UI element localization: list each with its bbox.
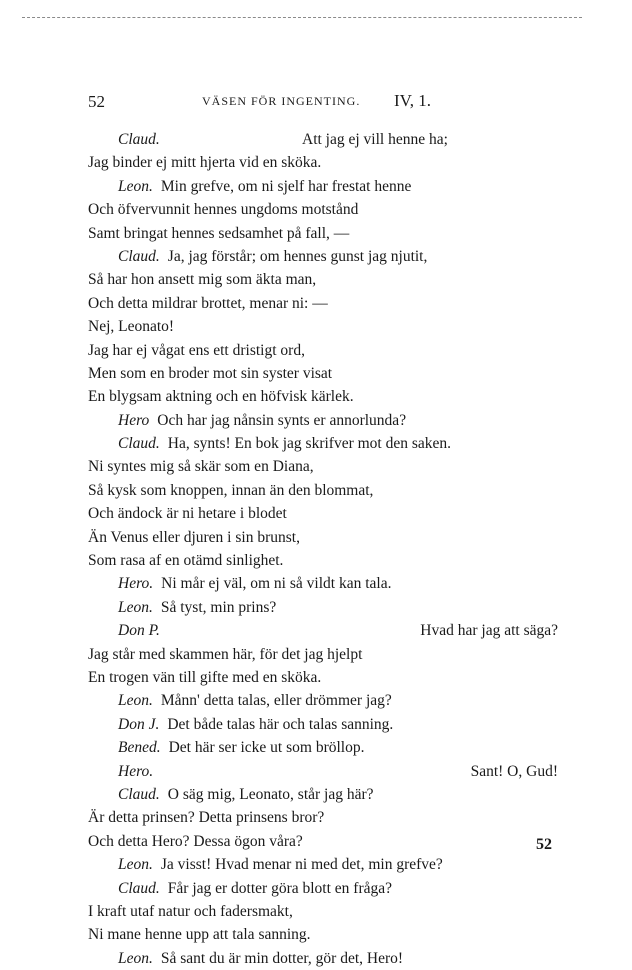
verse-line bbox=[88, 175, 558, 198]
line-text: Och öfvervunnit hennes ungdoms motstånd bbox=[88, 201, 359, 219]
verse-line bbox=[88, 479, 558, 502]
line-text: Jag står med skammen här, för det jag hjelpt bbox=[88, 645, 363, 663]
line-text: Men som en broder mot sin syster visat bbox=[88, 364, 333, 382]
verse-line bbox=[88, 643, 558, 666]
speaker-name: Leon. bbox=[118, 692, 153, 710]
speaker-name: Claud. bbox=[118, 785, 160, 803]
verse-line bbox=[88, 877, 558, 900]
line-text: En blygsam aktning och en höfvisk kärlek. bbox=[88, 388, 354, 406]
line-text: Så sant du är min dotter, gör det, Hero! bbox=[160, 949, 404, 967]
verse-line bbox=[88, 666, 558, 689]
line-text: Jag har ej vågat ens ett dristigt ord, bbox=[88, 341, 305, 359]
line-text: Nej, Leonato! bbox=[88, 318, 175, 336]
verse-line bbox=[88, 432, 558, 455]
line-text: Än Venus eller djuren i sin brunst, bbox=[88, 528, 300, 546]
line-text: Sant! O, Gud! bbox=[470, 762, 558, 780]
verse-line bbox=[88, 549, 558, 572]
verse-line bbox=[88, 292, 558, 315]
line-text: Hvad har jag att säga? bbox=[420, 622, 558, 640]
speaker-name: Don P. bbox=[118, 622, 160, 640]
line-text: Så har hon ansett mig som äkta man, bbox=[88, 271, 317, 289]
running-header bbox=[88, 92, 460, 112]
speaker-name: Hero. bbox=[118, 575, 154, 593]
line-text: Och detta mildrar brottet, menar ni: — bbox=[88, 294, 328, 312]
line-text: Är detta prinsen? Detta prinsens bror? bbox=[88, 809, 325, 827]
verse-line bbox=[88, 455, 558, 478]
speaker-name: Don J. bbox=[118, 715, 160, 733]
speaker-name: Hero bbox=[118, 411, 150, 429]
line-text: Så kysk som knoppen, innan än den blommat, bbox=[88, 481, 374, 499]
verse-line bbox=[88, 853, 558, 876]
verse-line bbox=[88, 760, 558, 783]
line-text: Det här ser icke ut som bröllop. bbox=[168, 739, 365, 757]
verse-line bbox=[88, 245, 558, 268]
line-text: Min grefve, om ni sjelf har frestat henne bbox=[160, 177, 412, 195]
verse-line bbox=[88, 409, 558, 432]
act-scene-label: IV, 1. bbox=[394, 91, 431, 110]
line-text: Att jag ej vill henne ha; bbox=[302, 131, 448, 148]
line-text: Jag binder ej mitt hjerta vid en sköka. bbox=[88, 154, 322, 172]
running-title: VÄSEN FÖR INGENTING. bbox=[202, 94, 361, 108]
line-text: Och ändock är ni hetare i blodet bbox=[88, 505, 287, 523]
verse-line bbox=[88, 198, 558, 221]
verse-line bbox=[88, 151, 558, 174]
line-text: Och har jag nånsin synts er annorlunda? bbox=[157, 411, 407, 429]
speaker-name: Claud. bbox=[118, 247, 160, 265]
verse-line bbox=[88, 339, 558, 362]
speaker-name: Bened. bbox=[118, 739, 161, 757]
verse-line bbox=[88, 222, 558, 245]
speaker-name: Leon. bbox=[118, 949, 153, 967]
line-text: Det både talas här och talas sanning. bbox=[167, 715, 394, 733]
line-text: Ha, synts! En bok jag skrifver mot den saken. bbox=[167, 435, 452, 453]
verse-line bbox=[88, 736, 558, 759]
verse-line bbox=[88, 385, 558, 408]
line-text: Så tyst, min prins? bbox=[160, 598, 277, 616]
verse-line bbox=[88, 128, 558, 151]
line-text: Får jag er dotter göra blott en fråga? bbox=[167, 879, 393, 897]
verse-line bbox=[88, 689, 558, 712]
line-text: Samt bringat hennes sedsamhet på fall, — bbox=[88, 224, 350, 242]
line-text: Ni mane henne upp att tala sanning. bbox=[88, 926, 311, 944]
line-text: Ni mår ej väl, om ni så vildt kan tala. bbox=[161, 575, 392, 593]
line-text: Ja, jag förstår; om hennes gunst jag njutit, bbox=[167, 247, 428, 265]
speaker-name: Leon. bbox=[118, 177, 153, 195]
verse-line bbox=[88, 502, 558, 525]
play-text bbox=[88, 128, 558, 970]
verse-line bbox=[88, 572, 558, 595]
verse-line bbox=[88, 947, 558, 970]
line-text: I kraft utaf natur och fadersmakt, bbox=[88, 902, 293, 920]
verse-line bbox=[88, 362, 558, 385]
line-text: Och detta Hero? Dessa ögon våra? bbox=[88, 832, 303, 850]
verse-line bbox=[88, 619, 558, 642]
speaker-name: Claud. bbox=[118, 131, 160, 148]
speaker-name: Leon. bbox=[118, 856, 153, 874]
speaker-name: Claud. bbox=[118, 435, 160, 453]
signature-mark: 52 bbox=[536, 836, 552, 853]
speaker-name: Claud. bbox=[118, 879, 160, 897]
verse-line bbox=[88, 806, 558, 829]
verse-line bbox=[88, 783, 558, 806]
line-text: Som rasa af en otämd sinlighet. bbox=[88, 552, 284, 570]
verse-line bbox=[88, 830, 558, 853]
top-border-rule bbox=[22, 17, 582, 18]
verse-line bbox=[88, 900, 558, 923]
verse-line bbox=[88, 596, 558, 619]
verse-line bbox=[88, 315, 558, 338]
verse-line bbox=[88, 526, 558, 549]
page-number: 52 bbox=[88, 92, 105, 111]
speaker-name: Leon. bbox=[118, 598, 153, 616]
line-text: O säg mig, Leonato, står jag här? bbox=[167, 785, 374, 803]
speaker-name: Hero. bbox=[118, 762, 154, 780]
line-text: Ni syntes mig så skär som en Diana, bbox=[88, 458, 314, 476]
line-text: Ja visst! Hvad menar ni med det, min grefve? bbox=[160, 856, 443, 874]
line-text: En trogen vän till gifte med en sköka. bbox=[88, 668, 322, 686]
line-text: Månn' detta talas, eller drömmer jag? bbox=[160, 692, 392, 710]
verse-line bbox=[88, 713, 558, 736]
verse-line bbox=[88, 268, 558, 291]
